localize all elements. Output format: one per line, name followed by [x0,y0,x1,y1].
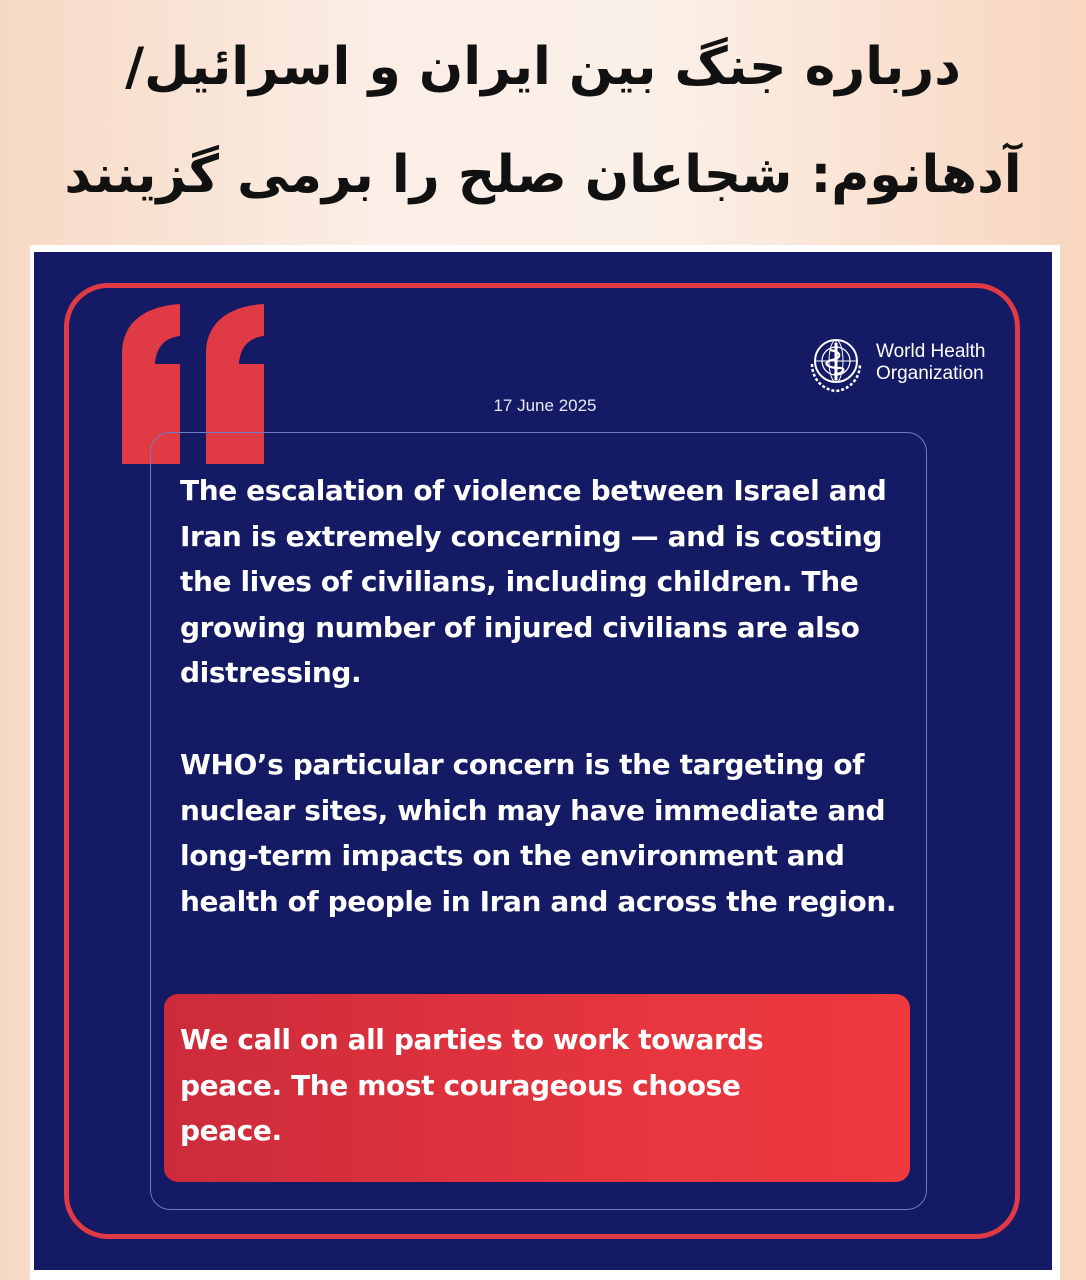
who-emblem-icon [806,334,866,394]
statement-paragraph-2: WHO’s particular concern is the targeting of nuclear sites, which may have immediate and long-term impacts on the environment and health of people in Iran and across the region. [180,748,897,918]
call-to-action-text: We call on all parties to work towards peace. The most courageous choose peace. [180,1023,764,1147]
statement-paragraph-1: The escalation of violence between Israel and Iran is extremely concerning — and is costing the lives of civilians, including children. The growing number of injured civilians are also distressing. [180,474,887,689]
statement-date: 17 June 2025 [493,396,597,415]
who-logo [806,334,1006,394]
organization-name: World Health Organization [876,341,986,384]
headline-line-1: درباره جنگ بین ایران و اسرائیل/ [125,37,961,97]
headline [0,0,1086,240]
headline-line-2: آدهانوم: شجاعان صلح را برمی گزینند [64,145,1022,205]
